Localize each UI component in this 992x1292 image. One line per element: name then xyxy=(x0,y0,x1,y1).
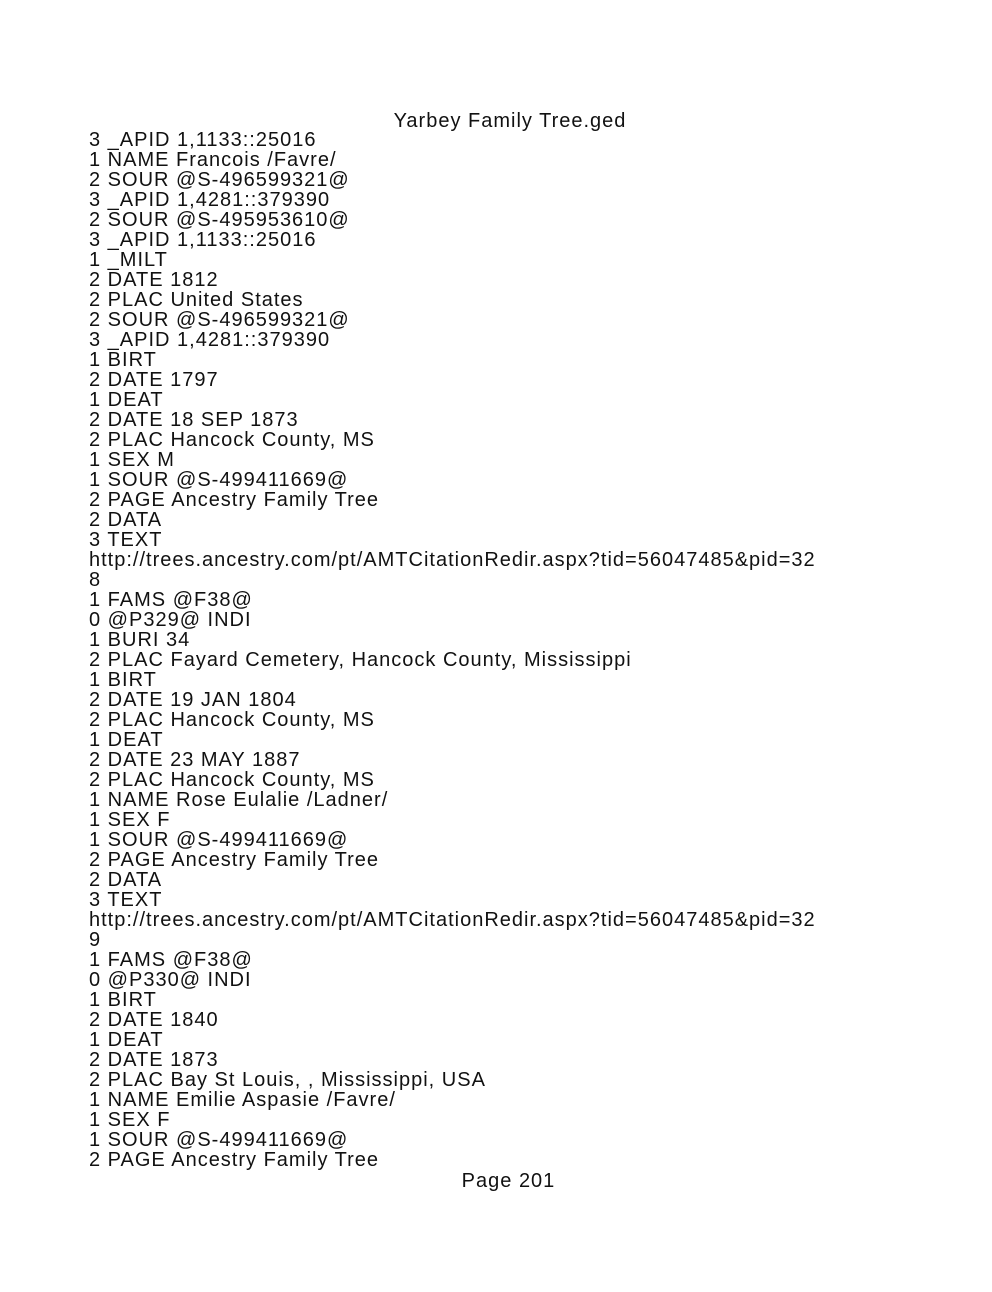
gedcom-line: 2 PAGE Ancestry Family Tree xyxy=(89,849,380,871)
gedcom-line: 2 SOUR @S-496599321@ xyxy=(89,309,350,331)
gedcom-line: 1 SEX F xyxy=(89,809,171,831)
gedcom-line: 2 DATE 19 JAN 1804 xyxy=(89,689,297,711)
gedcom-line: 0 @P329@ INDI xyxy=(89,609,252,631)
gedcom-record-list xyxy=(89,130,969,1170)
gedcom-line: 1 _MILT xyxy=(89,249,168,271)
gedcom-line: 1 SOUR @S-499411669@ xyxy=(89,1129,349,1151)
gedcom-line: 8 xyxy=(89,569,102,591)
gedcom-line: 1 DEAT xyxy=(89,389,164,411)
gedcom-line: 2 PLAC United States xyxy=(89,289,304,311)
gedcom-line: 1 FAMS @F38@ xyxy=(89,949,253,971)
gedcom-line: 1 SEX M xyxy=(89,449,175,471)
document-title: Yarbey Family Tree.ged xyxy=(393,110,627,132)
gedcom-line: http://trees.ancestry.com/pt/AMTCitationRedir.aspx?tid=56047485&pid=32 xyxy=(89,549,816,571)
gedcom-line: 1 NAME Rose Eulalie /Ladner/ xyxy=(89,789,389,811)
gedcom-line: 2 DATA xyxy=(89,869,163,891)
gedcom-line: 2 DATE 1812 xyxy=(89,269,219,291)
gedcom-line: 1 DEAT xyxy=(89,1029,164,1051)
gedcom-line: 2 DATE 18 SEP 1873 xyxy=(89,409,299,431)
gedcom-line: 2 PLAC Hancock County, MS xyxy=(89,429,375,451)
gedcom-line: 3 _APID 1,4281::379390 xyxy=(89,329,331,351)
gedcom-line: 2 PLAC Hancock County, MS xyxy=(89,709,375,731)
gedcom-line: 1 DEAT xyxy=(89,729,164,751)
gedcom-line: 2 PAGE Ancestry Family Tree xyxy=(89,1149,380,1171)
gedcom-line: 2 PAGE Ancestry Family Tree xyxy=(89,489,380,511)
gedcom-line: 1 FAMS @F38@ xyxy=(89,589,253,611)
gedcom-line: 2 DATA xyxy=(89,509,163,531)
gedcom-line: 1 SEX F xyxy=(89,1109,171,1131)
page-number: Page 201 xyxy=(461,1170,556,1192)
gedcom-line: 2 DATE 23 MAY 1887 xyxy=(89,749,301,771)
gedcom-line: 1 BIRT xyxy=(89,989,157,1011)
gedcom-line: 2 DATE 1797 xyxy=(89,369,219,391)
gedcom-line: 0 @P330@ INDI xyxy=(89,969,252,991)
gedcom-line: 2 PLAC Hancock County, MS xyxy=(89,769,375,791)
gedcom-line: 3 _APID 1,4281::379390 xyxy=(89,189,331,211)
gedcom-line: 1 BIRT xyxy=(89,669,157,691)
gedcom-line: 1 BURI 34 xyxy=(89,629,191,651)
gedcom-line: 2 SOUR @S-496599321@ xyxy=(89,169,350,191)
gedcom-line: http://trees.ancestry.com/pt/AMTCitationRedir.aspx?tid=56047485&pid=32 xyxy=(89,909,816,931)
gedcom-line: 2 DATE 1873 xyxy=(89,1049,219,1071)
gedcom-line: 1 SOUR @S-499411669@ xyxy=(89,829,349,851)
gedcom-line: 1 NAME Emilie Aspasie /Favre/ xyxy=(89,1089,396,1111)
gedcom-line: 2 PLAC Bay St Louis, , Mississippi, USA xyxy=(89,1069,486,1091)
gedcom-line: 3 _APID 1,1133::25016 xyxy=(89,129,317,151)
gedcom-line: 3 _APID 1,1133::25016 xyxy=(89,229,317,251)
gedcom-line: 2 PLAC Fayard Cemetery, Hancock County, Mississippi xyxy=(89,649,632,671)
gedcom-line: 1 BIRT xyxy=(89,349,157,371)
gedcom-line: 9 xyxy=(89,929,102,951)
gedcom-line: 3 TEXT xyxy=(89,889,163,911)
gedcom-line: 2 SOUR @S-495953610@ xyxy=(89,209,350,231)
gedcom-line: 2 DATE 1840 xyxy=(89,1009,219,1031)
gedcom-line: 3 TEXT xyxy=(89,529,163,551)
gedcom-line: 1 NAME Francois /Favre/ xyxy=(89,149,337,171)
gedcom-line: 1 SOUR @S-499411669@ xyxy=(89,469,349,491)
